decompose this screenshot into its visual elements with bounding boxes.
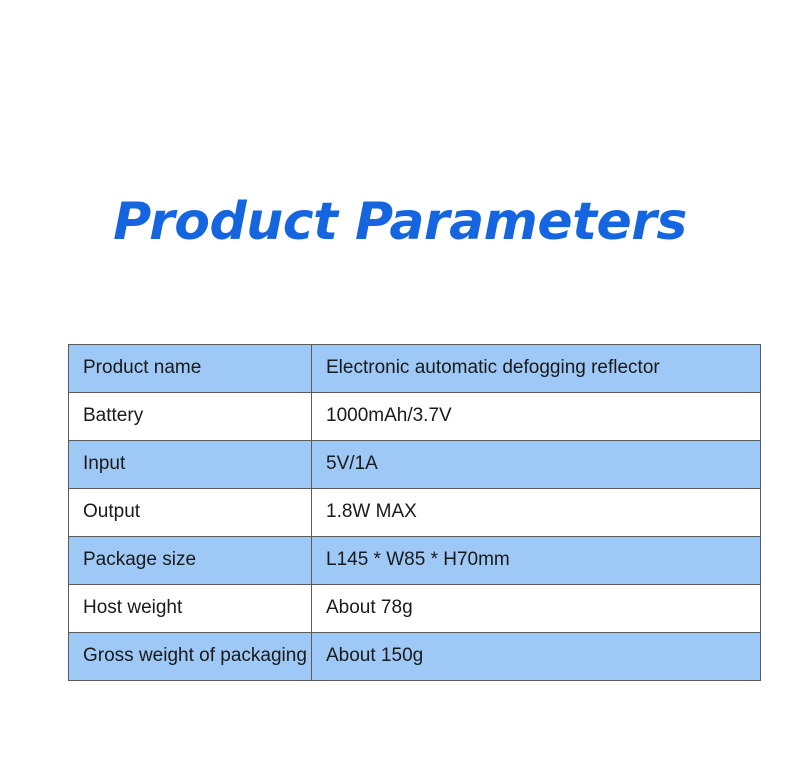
- table-row: [69, 441, 761, 489]
- spec-value: About 150g: [312, 633, 761, 681]
- spec-value: About 78g: [312, 585, 761, 633]
- spec-label: Input: [69, 441, 312, 489]
- page-title: Product Parameters: [113, 192, 687, 252]
- spec-value: 1000mAh/3.7V: [312, 393, 761, 441]
- spec-label: Host weight: [69, 585, 312, 633]
- table-row: [69, 393, 761, 441]
- spec-label: Gross weight of packaging: [69, 633, 312, 681]
- spec-value: 5V/1A: [312, 441, 761, 489]
- spec-label: Battery: [69, 393, 312, 441]
- table-row: [69, 585, 761, 633]
- spec-value: Electronic automatic defogging reflector: [312, 345, 761, 393]
- spec-label: Output: [69, 489, 312, 537]
- specifications-table: [68, 344, 761, 681]
- spec-label: Product name: [69, 345, 312, 393]
- spec-value: L145 * W85 * H70mm: [312, 537, 761, 585]
- table-row: [69, 489, 761, 537]
- spec-value: 1.8W MAX: [312, 489, 761, 537]
- table-row: [69, 345, 761, 393]
- table-row: [69, 633, 761, 681]
- spec-label: Package size: [69, 537, 312, 585]
- table-row: [69, 537, 761, 585]
